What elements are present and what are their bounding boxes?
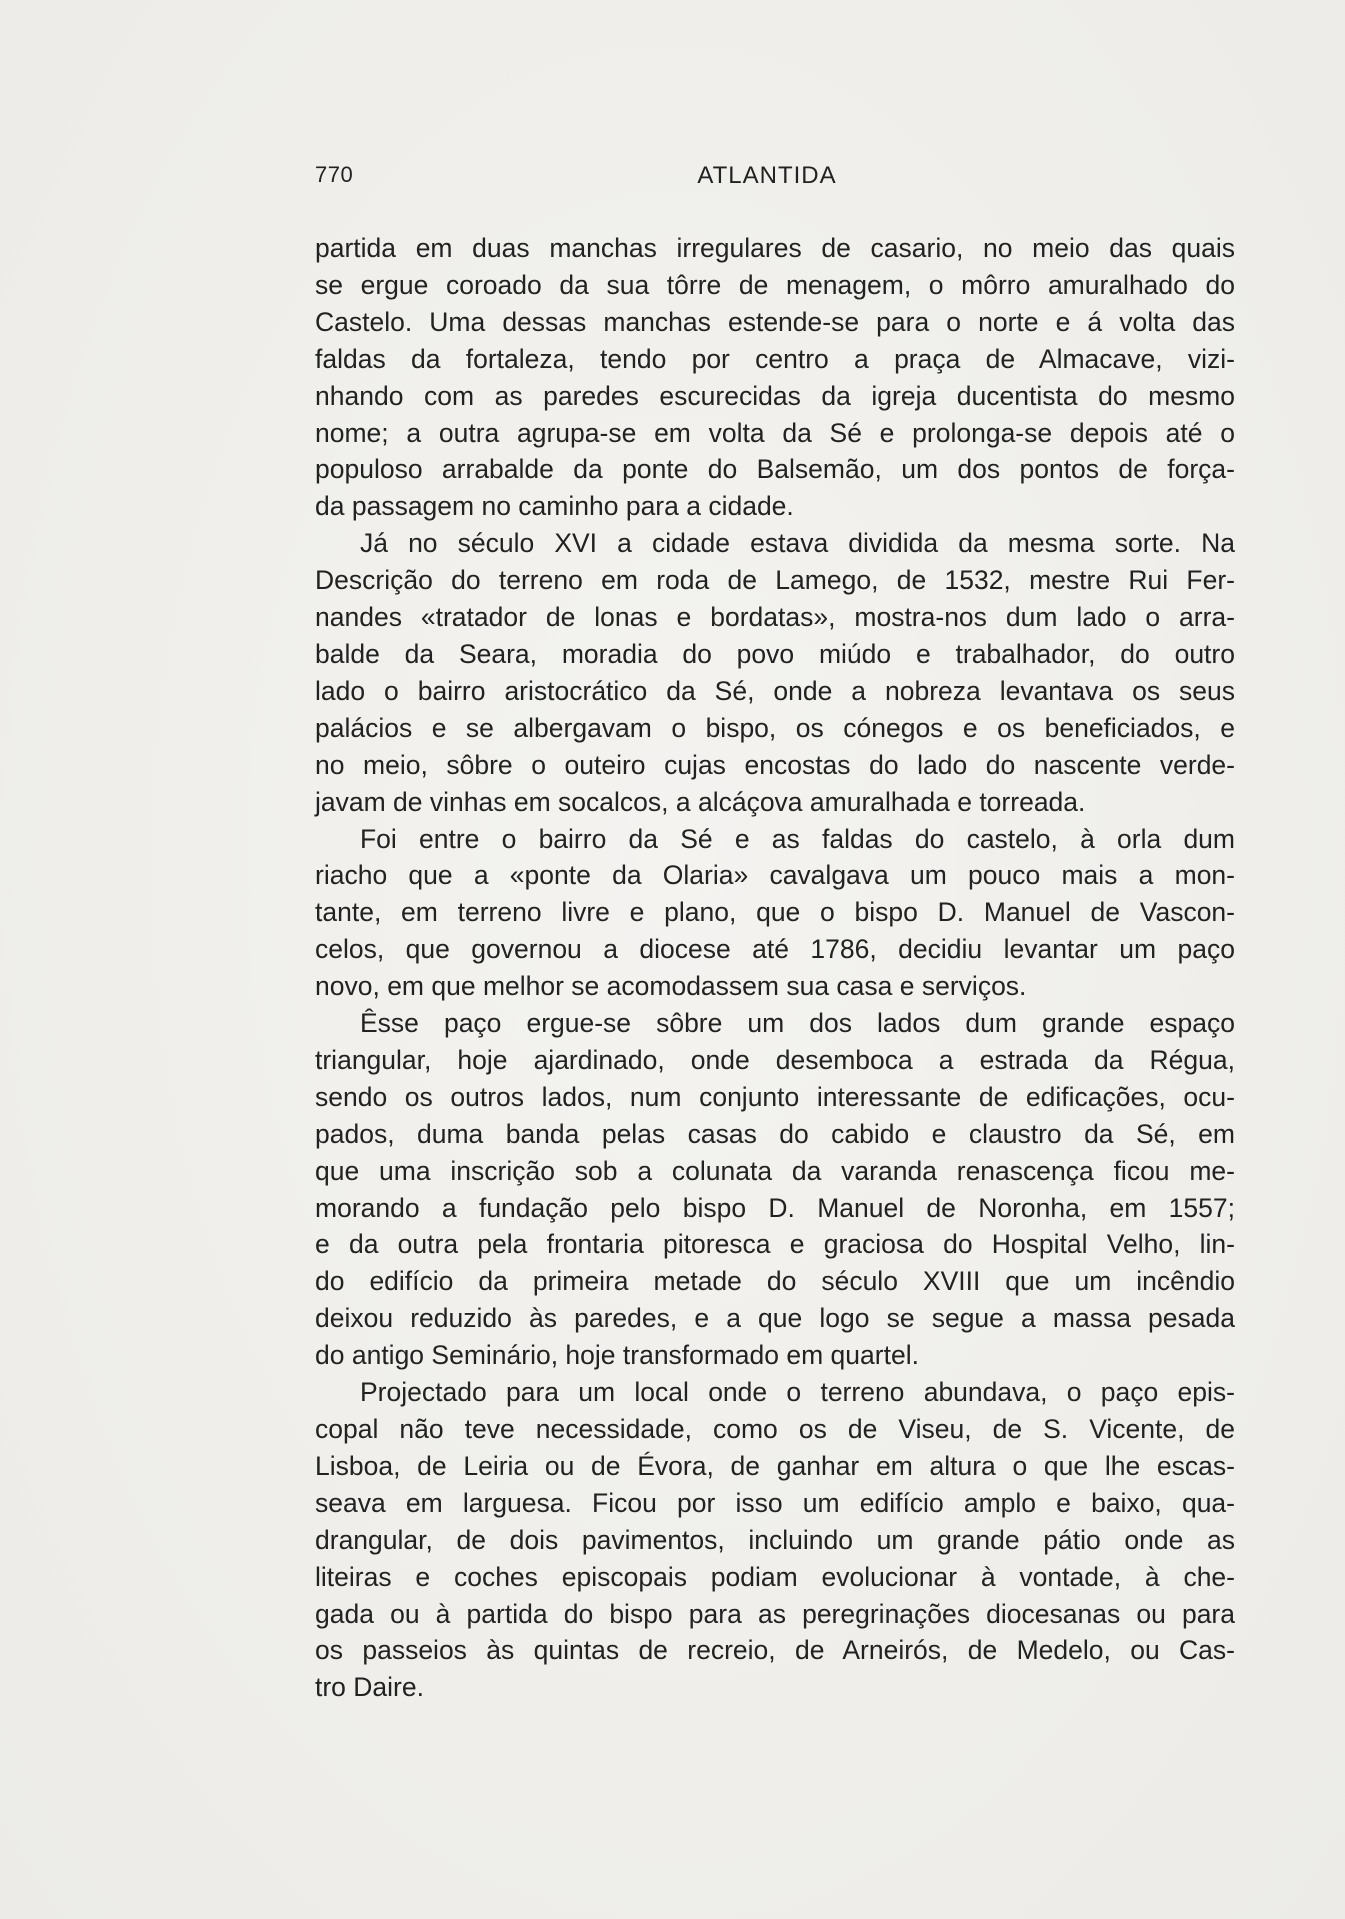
text-line: Êsse paço ergue-se sôbre um dos lados dum grande espaço [360,1008,1235,1039]
text-line: liteiras e coches episcopais podiam evolucionar à vontade, à che- [315,1561,1235,1592]
text-line: deixou reduzido às paredes, e a que logo se segue a massa pesada [315,1303,1235,1334]
text-line: novo, em que melhor se acomodassem sua casa e serviços. [315,971,1027,1002]
text-line: Castelo. Uma dessas manchas estende-se para o norte e á volta das [315,306,1235,337]
text-line: triangular, hoje ajardinado, onde desemboca a estrada da Régua, [315,1044,1235,1075]
text-line: e da outra pela frontaria pitoresca e graciosa do Hospital Velho, lin- [315,1229,1235,1260]
running-title: ATLANTIDA [697,162,837,189]
text-line: balde da Seara, moradia do povo miúdo e trabalhador, do outro [315,638,1235,669]
text-line: Já no século XVI a cidade estava dividida da mesma sorte. Na [360,528,1235,559]
text-line: seava em larguesa. Ficou por isso um edifício amplo e baixo, qua- [315,1487,1235,1518]
text-line: do edifício da primeira metade do século XVIII que um incêndio [315,1266,1235,1297]
text-line: Lisboa, de Leiria ou de Évora, de ganhar em altura o que lhe escas- [315,1450,1235,1481]
text-line: celos, que governou a diocese até 1786, decidiu levantar um paço [315,934,1235,965]
text-line: faldas da fortaleza, tendo por centro a praça de Almacave, vizi- [315,343,1235,374]
text-line: tante, em terreno livre e plano, que o bispo D. Manuel de Vascon- [315,897,1235,928]
text-line: partida em duas manchas irregulares de casario, no meio das quais [315,233,1235,263]
text-line: Descrição do terreno em roda de Lamego, de 1532, mestre Rui Fer- [315,565,1235,596]
text-line: nandes «tratador de lonas e bordatas», mostra-nos dum lado o arra- [315,602,1235,633]
text-line: lado o bairro aristocrático da Sé, onde a nobreza levantava os seus [315,675,1235,706]
text-line: morando a fundação pelo bispo D. Manuel de Noronha, em 1557; [315,1192,1235,1223]
body-text [315,230,1235,1706]
text-line: os passeios às quintas de recreio, de Arneirós, de Medelo, ou Cas- [315,1635,1235,1666]
text-line: javam de vinhas em socalcos, a alcáçova amuralhada e torreada. [315,786,1086,817]
page-header [315,162,1219,194]
text-line: do antigo Seminário, hoje transformado em quartel. [315,1340,919,1371]
text-line: nhando com as paredes escurecidas da igreja ducentista do mesmo [315,380,1235,411]
text-line: da passagem no caminho para a cidade. [315,491,794,522]
text-line: nome; a outra agrupa-se em volta da Sé e prolonga-se depois até o [315,417,1235,448]
text-line: pados, duma banda pelas casas do cabido e claustro da Sé, em [315,1118,1235,1149]
text-line: se ergue coroado da sua tôrre de menagem, o môrro amuralhado do [315,269,1235,300]
text-line: riacho que a «ponte da Olaria» cavalgava um pouco mais a mon- [315,860,1235,891]
text-line: palácios e se albergavam o bispo, os cónegos e os beneficiados, e [315,712,1235,743]
text-line: copal não teve necessidade, como os de Viseu, de S. Vicente, de [315,1414,1235,1444]
text-line: tro Daire. [315,1672,424,1703]
text-line: populoso arrabalde da ponte do Balsemão, um dos pontos de força- [315,454,1235,485]
text-line: no meio, sôbre o outeiro cujas encostas do lado do nascente verde- [315,749,1235,780]
text-line: Projectado para um local onde o terreno abundava, o paço epis- [360,1377,1235,1408]
text-line: que uma inscrição sob a colunata da varanda renascença ficou me- [315,1155,1235,1186]
text-line: Foi entre o bairro da Sé e as faldas do castelo, à orla dum [360,823,1235,854]
text-line: gada ou à partida do bispo para as peregrinações diocesanas ou para [315,1598,1235,1629]
page-number: 770 [315,162,354,187]
text-line: drangular, de dois pavimentos, incluindo um grande pátio onde as [315,1524,1235,1555]
text-line: sendo os outros lados, num conjunto interessante de edificações, ocu- [315,1081,1235,1112]
